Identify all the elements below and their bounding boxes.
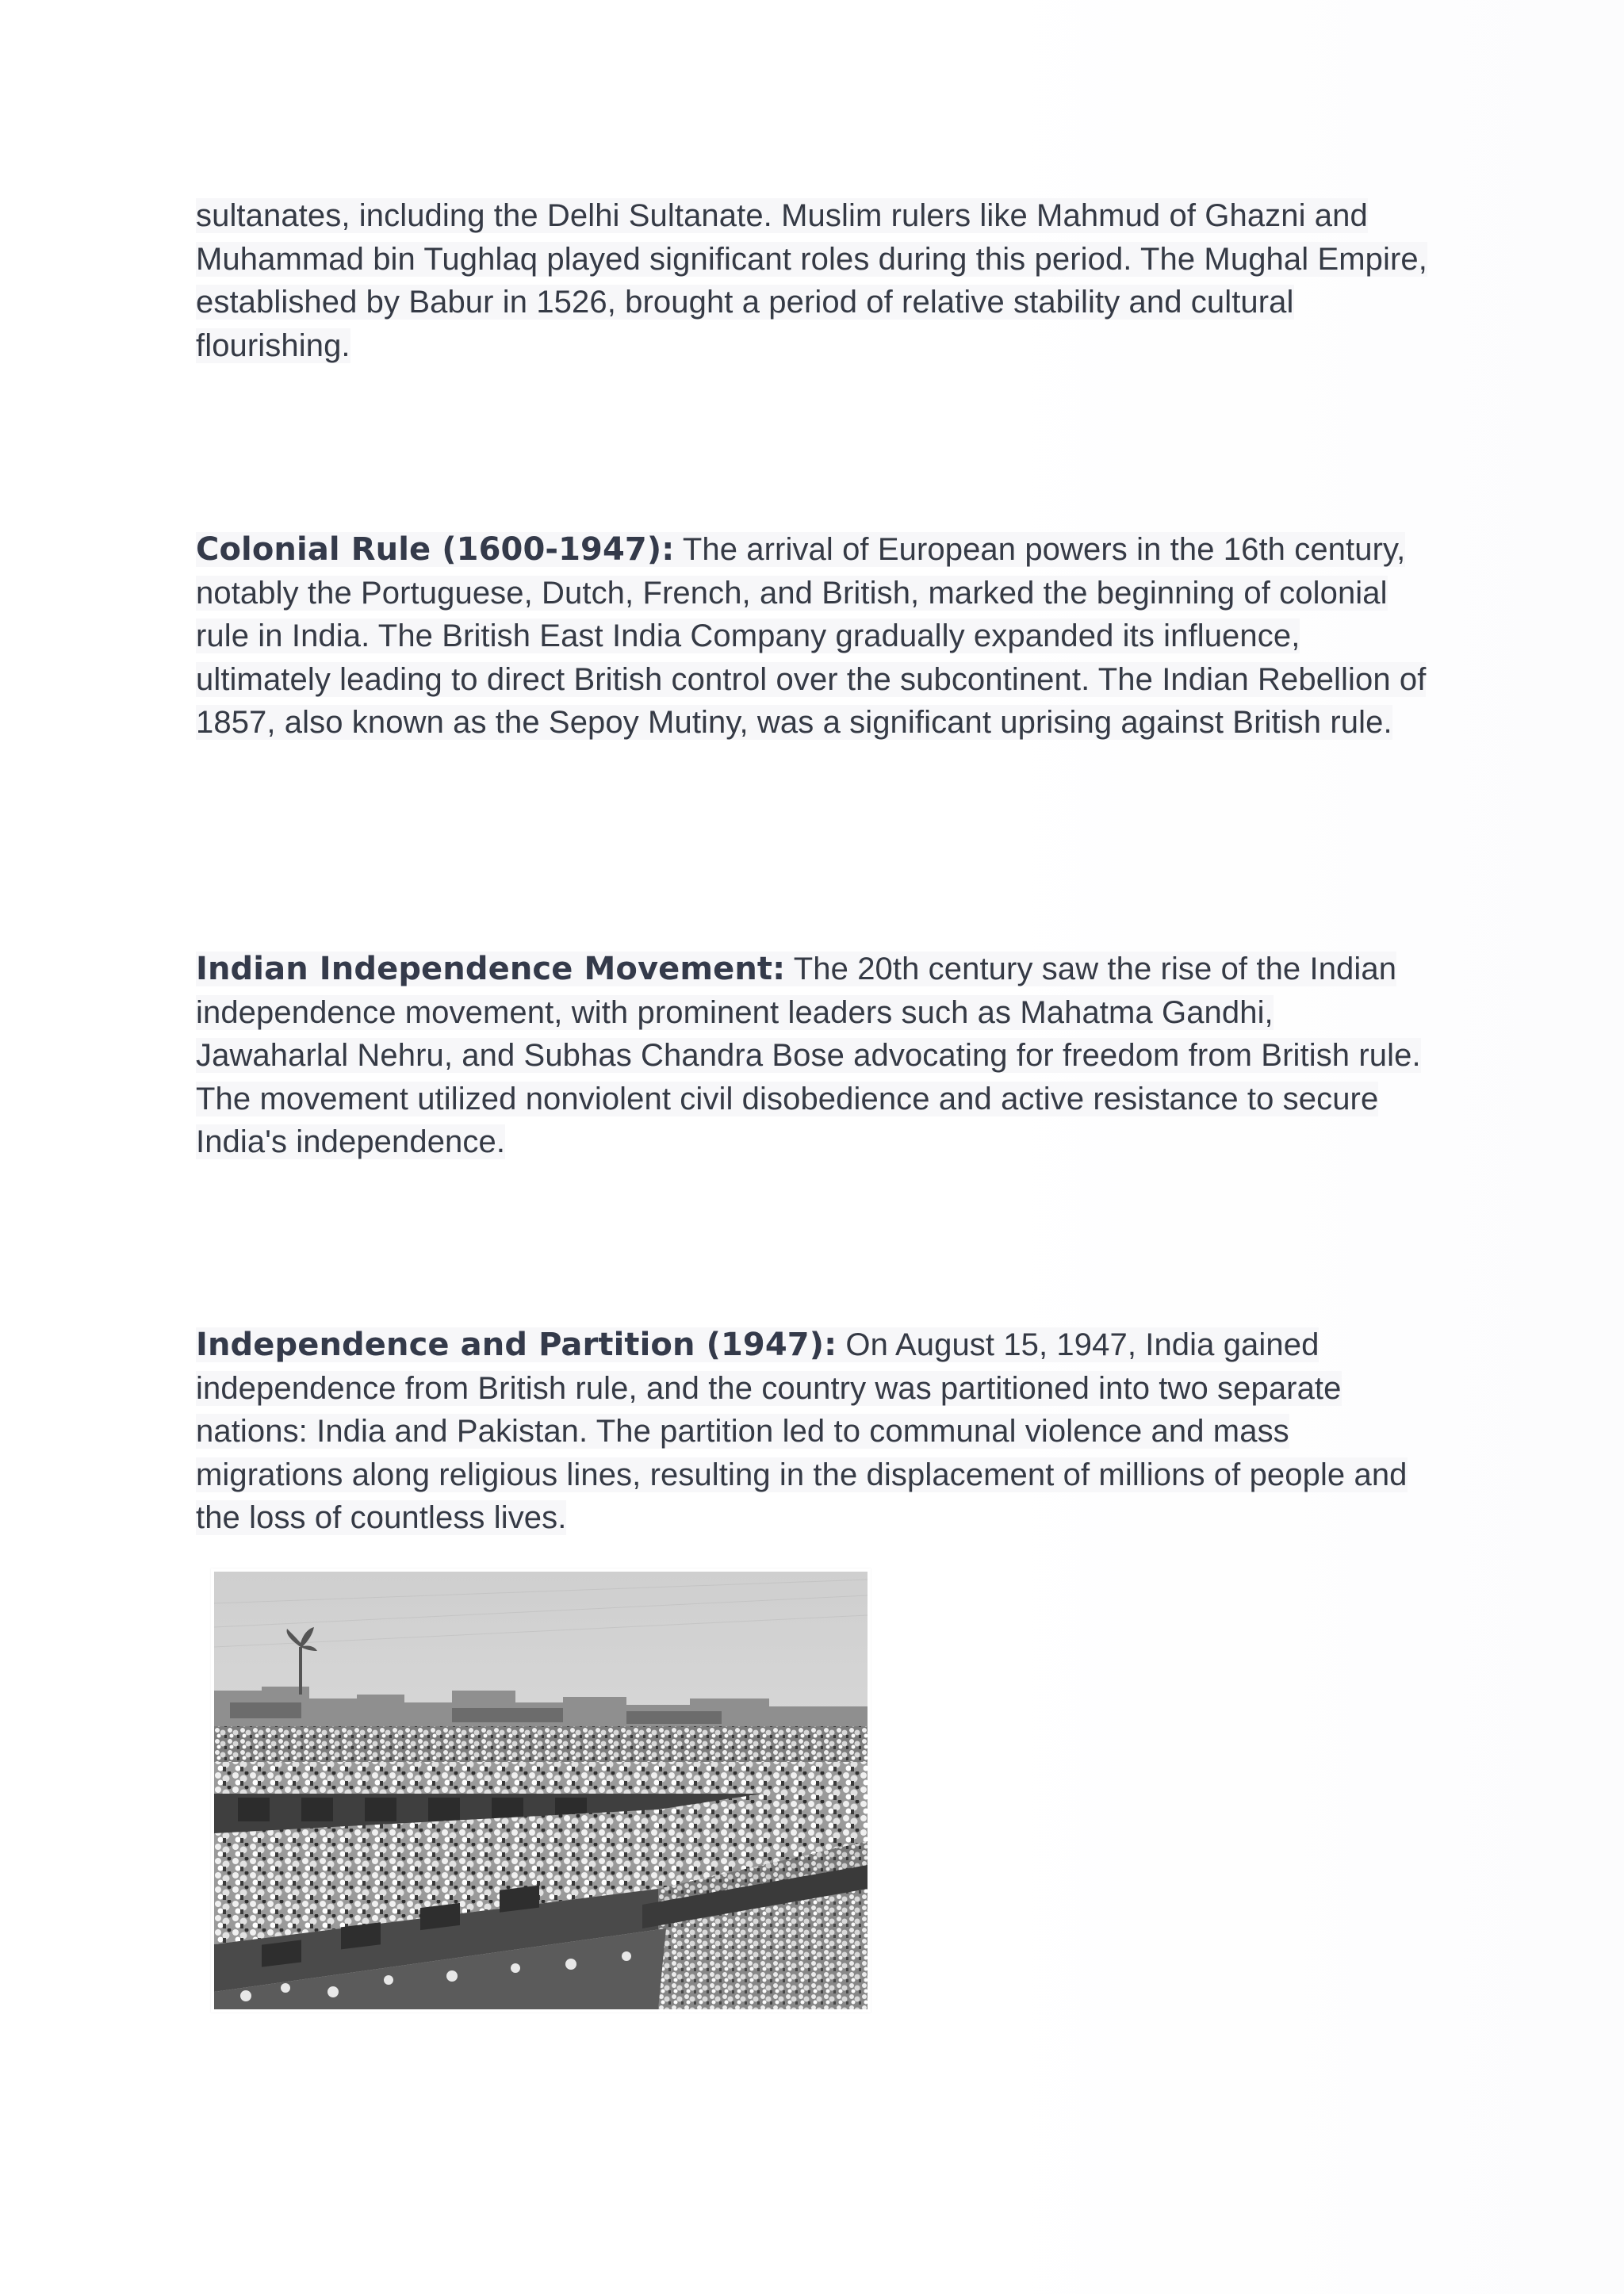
paragraph-independence-movement — [196, 948, 1433, 1164]
partition-train-crowd-image — [214, 1572, 868, 2009]
partition-photo — [211, 1568, 871, 2013]
paragraph-partition — [196, 1323, 1433, 1540]
heading-colonial-rule: Colonial Rule (1600-1947): — [196, 531, 675, 568]
paragraph-intro — [196, 194, 1433, 367]
paragraph-intro-text: sultanates, including the Delhi Sultanate. Muslim rulers like Mahmud of Ghazni and Muhammad bin Tughlaq played significant roles during this period. The Mughal Empire, established by Babur in 1526, brought a period of relative stability and cultural flourishing. — [196, 198, 1427, 363]
heading-independence-movement: Indian Independence Movement: — [196, 951, 786, 987]
paragraph-partition-text: On August 15, 1947, India gained independence from British rule, and the country was partitioned into two separate nations: India and Pakistan. The partition led to communal violence and mass migrations along religious lines, resulting in the displacement of millions of people and the loss of countless lives. — [196, 1327, 1408, 1535]
paragraph-independence-movement-text: The 20th century saw the rise of the Indian independence movement, with prominent leaders such as Mahatma Gandhi, Jawaharlal Nehru, and Subhas Chandra Bose advocating for freedom from British rule. The movement utilized nonviolent civil disobedience and active resistance to secure India's independence. — [196, 952, 1421, 1159]
paragraph-colonial-rule-text: The arrival of European powers in the 16th century, notably the Portuguese, Dutch, French, and British, marked the beginning of colonial rule in India. The British East India Company gradually expanded its influence, ultimately leading to direct British control over the subcontinent. The Indian Rebellion of 1857, also known as the Sepoy Mutiny, was a significant uprising against British rule. — [196, 532, 1427, 740]
heading-partition: Independence and Partition (1947): — [196, 1327, 837, 1363]
paragraph-colonial-rule — [196, 528, 1433, 745]
